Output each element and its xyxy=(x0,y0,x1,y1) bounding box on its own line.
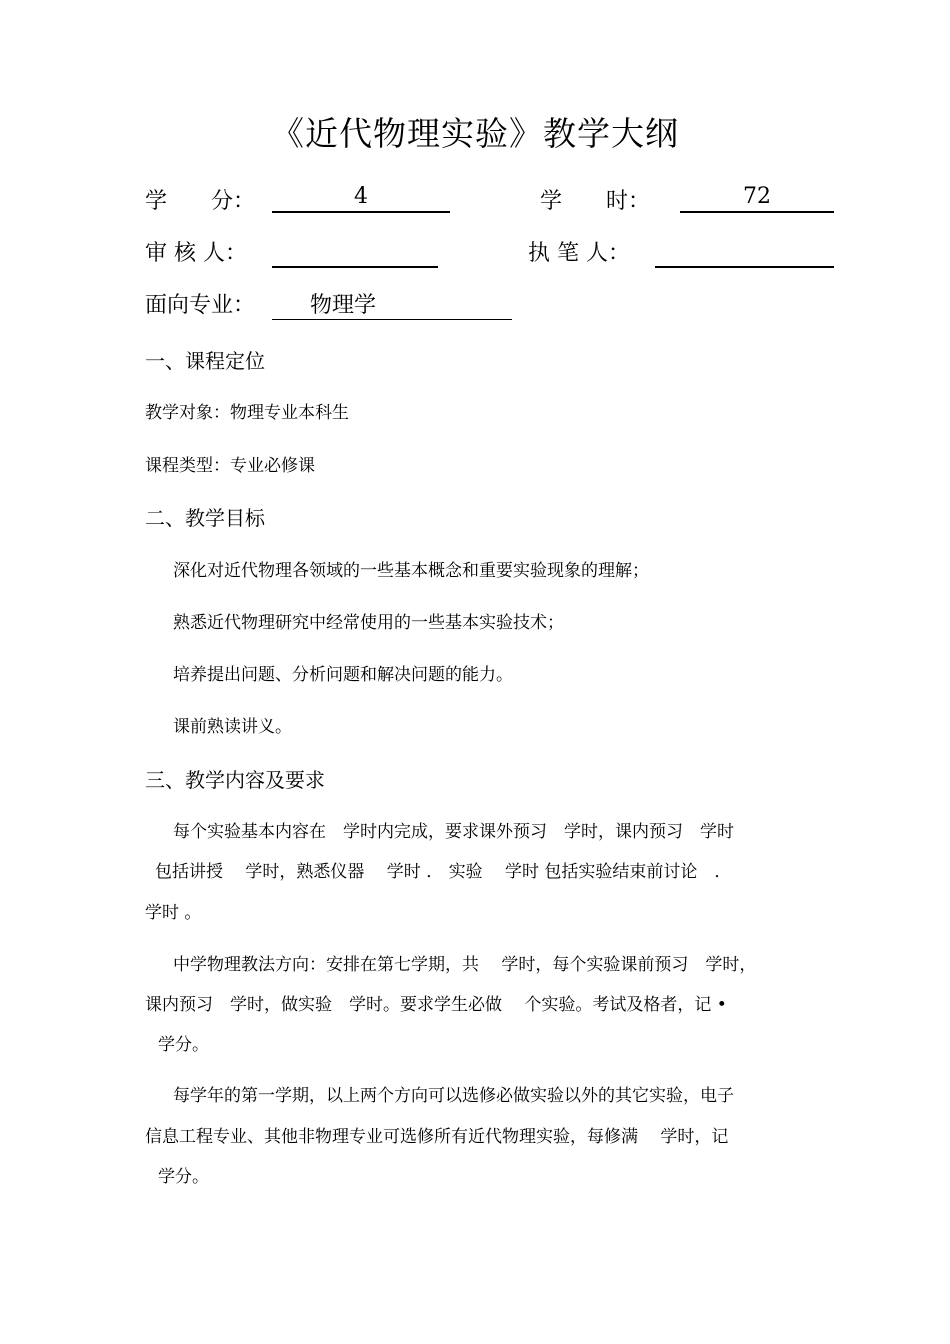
course-type-line: 课程类型：专业必修课 xyxy=(145,456,315,476)
paragraph-line: 信息工程专业、其他非物理专业可选修所有近代物理实验，每修满 学时，记 xyxy=(145,1127,729,1147)
paragraph-line: 学时 。 xyxy=(145,903,202,923)
reviewer-label: 审 核 人： xyxy=(145,241,247,266)
paragraph-line: 学分。 xyxy=(158,1035,209,1055)
major-line xyxy=(272,291,512,320)
paragraph-line: 中学物理教法方向：安排在第七学期，共 学时，每个实验课前预习 学时， xyxy=(173,955,757,975)
section-heading-positioning: 一、课程定位 xyxy=(145,349,265,373)
paragraph-line: 课内预习 学时，做实验 学时。要求学生必做 个实验。考试及格者，记 • xyxy=(145,995,727,1015)
teaching-target-line: 教学对象：物理专业本科生 xyxy=(145,403,349,423)
paragraph-line: 每个实验基本内容在 学时内完成，要求课外预习 学时，课内预习 学时 xyxy=(173,822,734,842)
major-value: 物理学 xyxy=(310,293,377,318)
section-heading-objectives: 二、教学目标 xyxy=(145,506,265,530)
section-heading-content: 三、教学内容及要求 xyxy=(145,768,325,792)
hours-value: 72 xyxy=(680,183,834,213)
reviewer-value xyxy=(272,238,438,268)
objective-line: 课前熟读讲义。 xyxy=(173,717,292,737)
author-value xyxy=(655,238,834,268)
credits-value: 4 xyxy=(272,183,450,213)
paragraph-line: 包括讲授 学时，熟悉仪器 学时 ． 实验 学时 包括实验结束前讨论 ． xyxy=(155,862,732,882)
credits-label: 学 分： xyxy=(145,189,256,214)
objective-line: 培养提出问题、分析问题和解决问题的能力。 xyxy=(173,665,513,685)
major-label: 面向专业： xyxy=(145,293,256,318)
objective-line: 熟悉近代物理研究中经常使用的一些基本实验技术； xyxy=(173,613,564,633)
objective-line: 深化对近代物理各领域的一些基本概念和重要实验现象的理解； xyxy=(173,561,649,581)
paragraph-line: 学分。 xyxy=(158,1167,209,1187)
author-label: 执 笔 人： xyxy=(528,241,630,266)
paragraph-line: 每学年的第一学期，以上两个方向可以选修必做实验以外的其它实验，电子 xyxy=(173,1086,734,1106)
hours-label: 学 时： xyxy=(540,189,651,214)
page-title: 《近代物理实验》教学大纲 xyxy=(271,114,679,153)
